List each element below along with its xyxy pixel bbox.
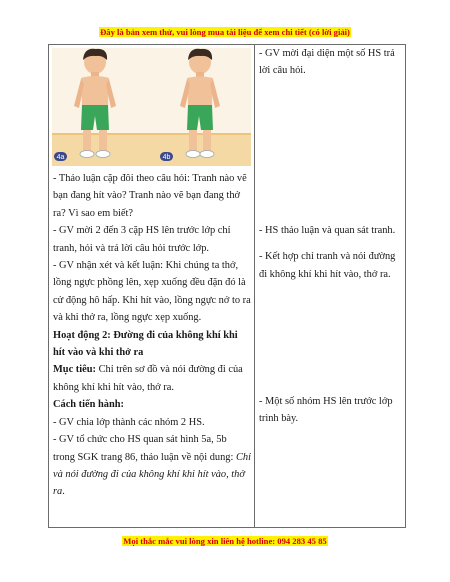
- present-pairs-text: - GV mời 2 đến 3 cặp HS lên trước lớp chỉ tranh, hỏi và trả lời câu hỏi trước lớp.: [53, 225, 231, 254]
- figure-label-4a: 4a: [56, 154, 65, 161]
- goal-label: Mục tiêu:: [53, 364, 96, 376]
- figure-label-4b: 4b: [162, 154, 171, 161]
- breathing-figure: [52, 48, 251, 166]
- conclusion-text: - GV nhận xét và kết luận: Khi chúng ta thở, lồng ngực phồng lên, xẹp xuống đều đặn đó là cử động hô hấp. Khi hít vào, lồng ngực nở to ra và khi thở ra, lồng ngực xẹp xuống.: [53, 260, 251, 324]
- teacher-activity-column: [49, 45, 255, 528]
- preview-notice: Đây là bản xem thử, vui lòng mua tài liệu để xem chi tiết (có lời giải): [100, 27, 350, 37]
- pair-discussion-text: - Thảo luận cặp đôi theo câu hỏi: Tranh nào vẽ bạn đang hít vào? Tranh nào vẽ bạn đang thở ra? Vì sao em biết?: [53, 173, 247, 219]
- steps-label: Cách tiến hành:: [53, 399, 125, 411]
- goal-paragraph: [49, 361, 254, 396]
- representatives-answer-text: - GV mời đại diện một số HS trả lời câu hỏi.: [259, 48, 395, 77]
- point-and-say-text: - Kết hợp chỉ tranh và nói đường đi không khí khi hít vào, thở ra.: [259, 251, 396, 280]
- observe-figure-text: - GV tổ chức cho HS quan sát hình 5a, 5b trong SGK trang 86, thảo luận về nội dung: Chỉ và nói đường đi của không khí khi hít vào, thở ra.: [53, 434, 251, 498]
- student-activity-column: [255, 45, 406, 528]
- group-division-text: - GV chia lớp thành các nhóm 2 HS.: [53, 416, 205, 428]
- goal-text: Chỉ trên sơ đồ và nói đường đi của không khí khi hít vào, thở ra.: [53, 364, 243, 393]
- contact-notice: Mọi thắc mắc vui lòng xin liên hệ hotline: 094 283 45 85: [123, 536, 327, 546]
- discussion-topic: Chỉ và nói đường đi của không khí khi hít vào, thở ra: [53, 451, 251, 498]
- groups-present-text: - Một số nhóm HS lên trước lớp trình bày.: [259, 396, 393, 425]
- activity-2-title: Hoạt động 2: Đường đi của không khí khi hít vào và khi thở ra: [53, 329, 238, 359]
- lesson-table: [48, 44, 406, 528]
- students-discuss-text: - HS thảo luận và quan sát tranh.: [259, 224, 396, 236]
